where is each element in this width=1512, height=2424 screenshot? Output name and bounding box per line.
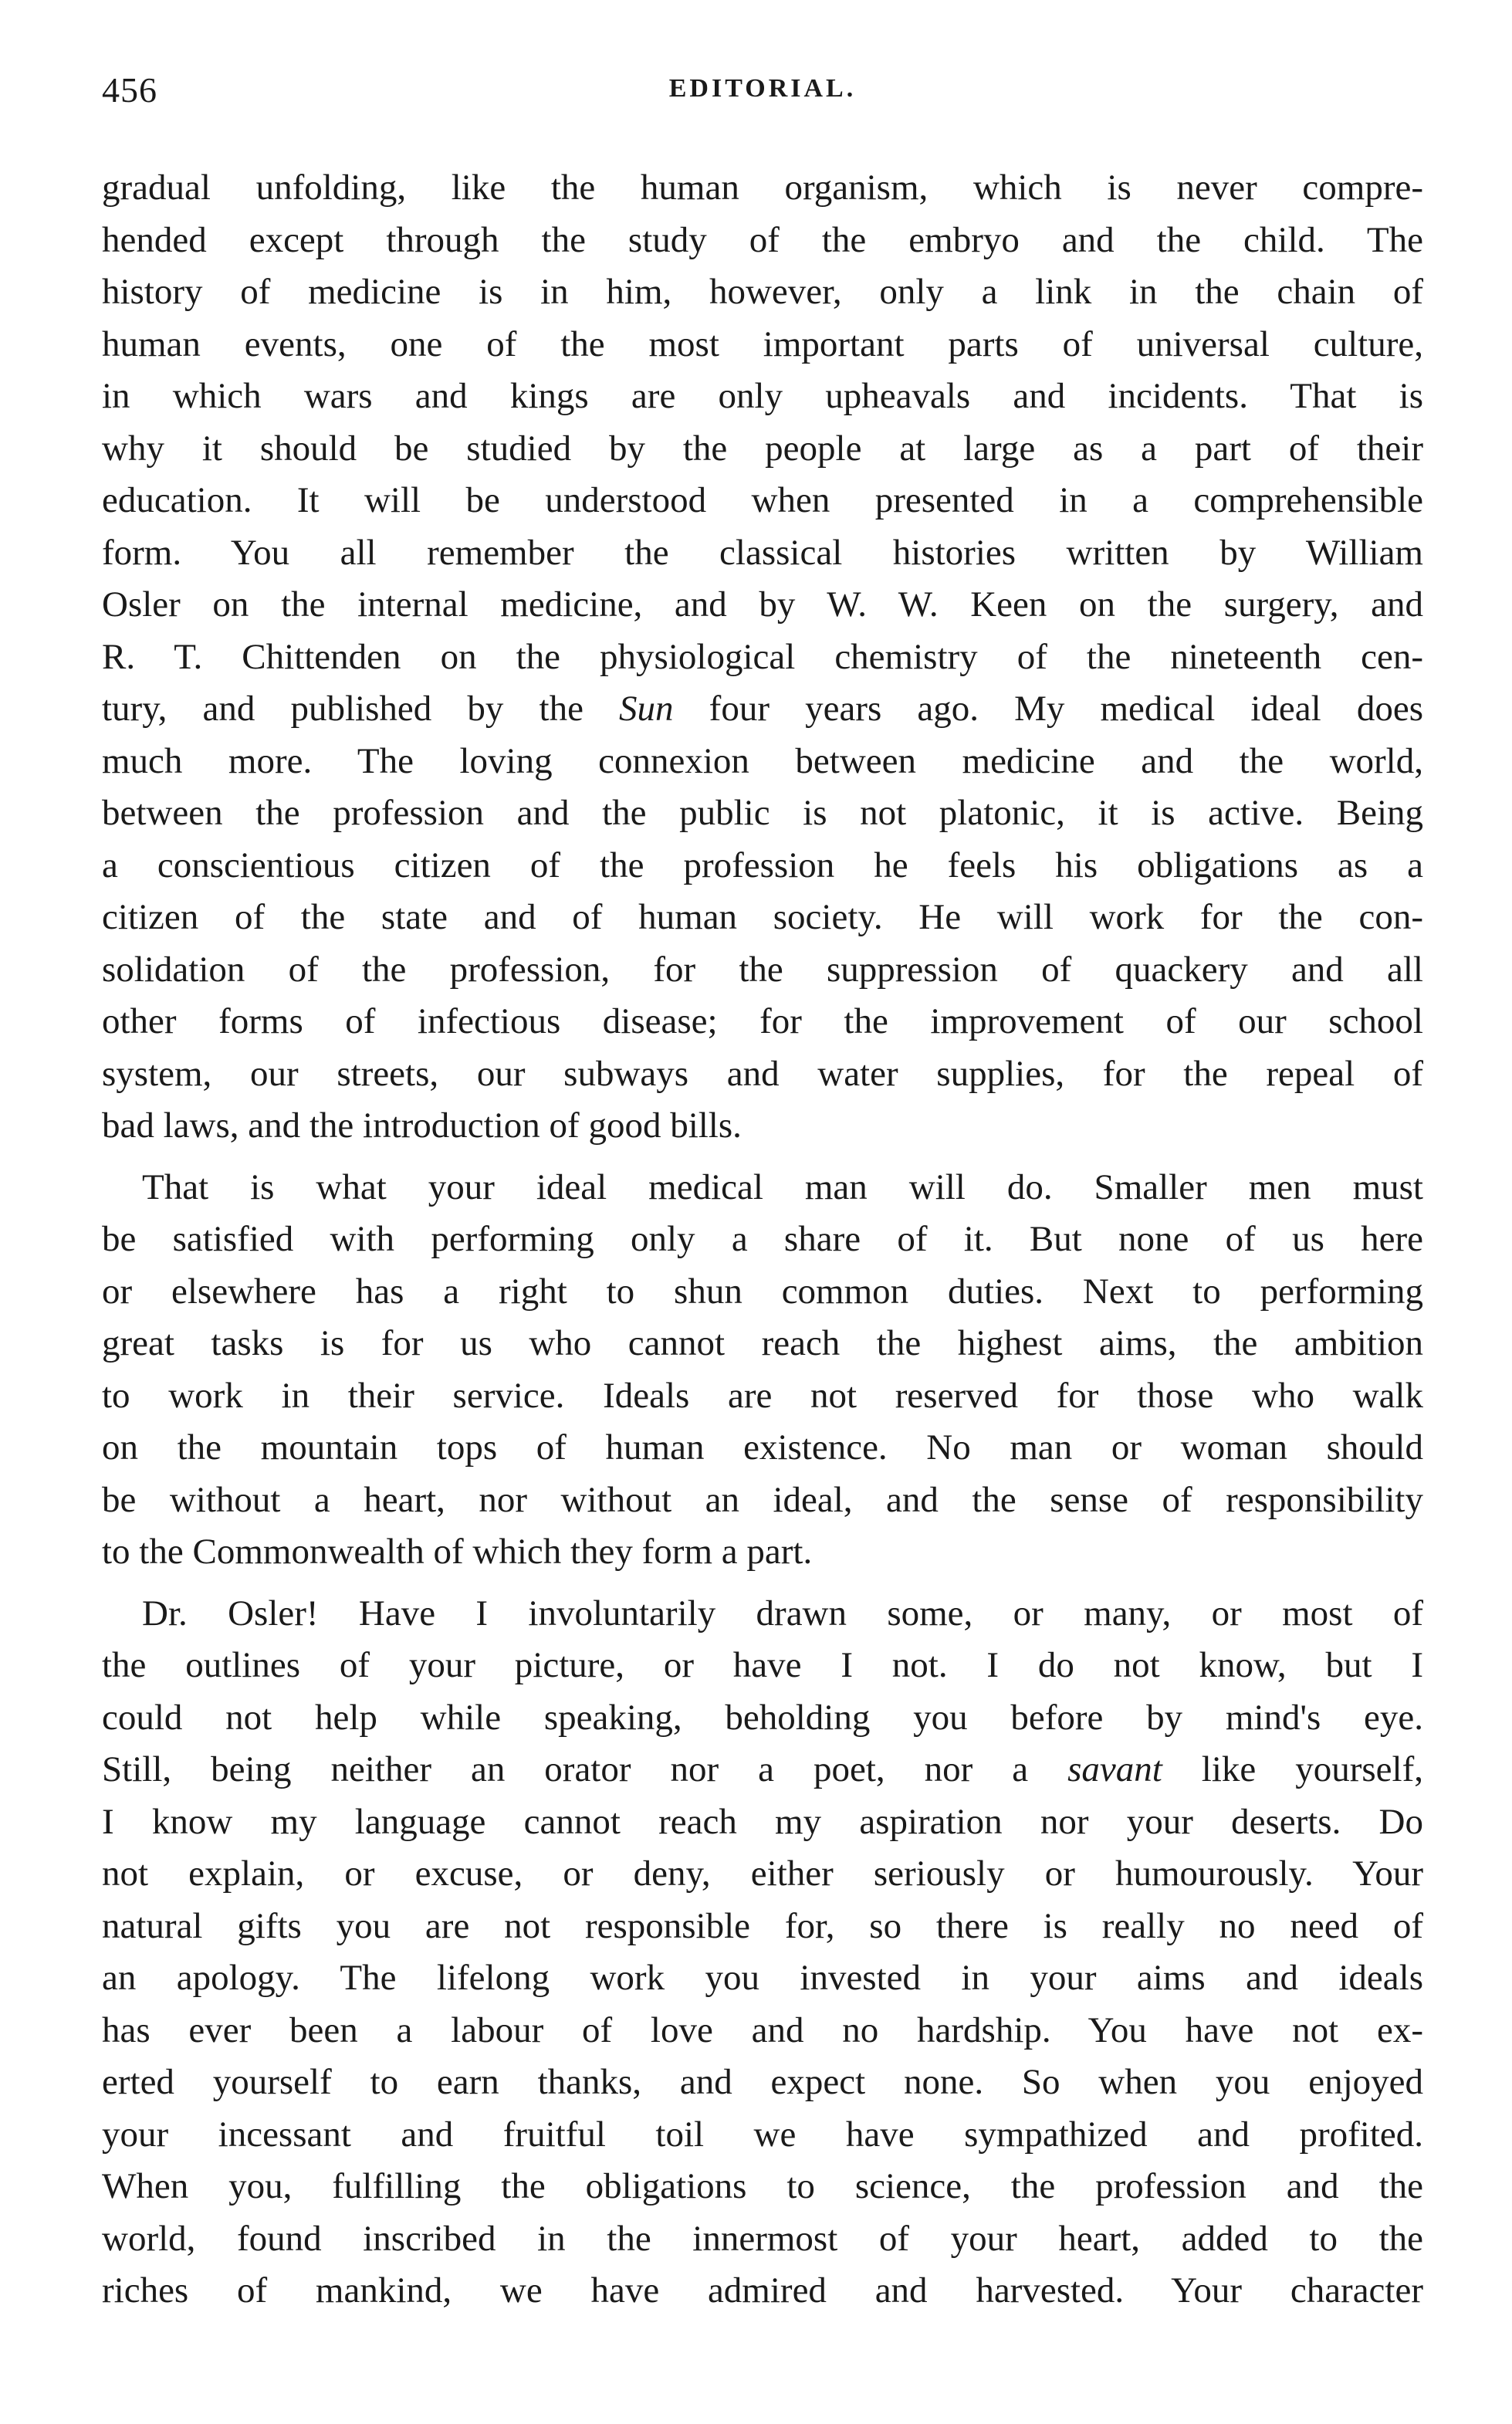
- text-line: hended except through the study of the embryo and the child. The: [102, 219, 1423, 260]
- text-line: other forms of infectious disease; for the improvement of our school: [102, 1001, 1423, 1041]
- text-line: great tasks is for us who cannot reach the highest aims, the ambition: [102, 1323, 1423, 1363]
- page-header: [102, 69, 1423, 125]
- text-line: Osler on the internal medicine, and by W. W. Keen on the surgery, and: [102, 584, 1423, 625]
- text-line: natural gifts you are not responsible for, so there is really no need of: [102, 1905, 1423, 1946]
- text-line: R. T. Chittenden on the physiological chemistry of the nineteenth cen-: [102, 636, 1423, 677]
- text-line: be without a heart, nor without an ideal, and the sense of responsibility: [102, 1479, 1423, 1520]
- text-line: history of medicine is in him, however, only a link in the chain of: [102, 272, 1423, 312]
- italic-word: savant: [1067, 1749, 1162, 1789]
- text-line: erted yourself to earn thanks, and expect none. So when you enjoyed: [102, 2062, 1423, 2102]
- text-line: When you, fulfilling the obligations to science, the profession and the: [102, 2166, 1423, 2206]
- running-head: EDITORIAL.: [668, 74, 857, 103]
- text-line: between the profession and the public is not platonic, it is active. Being: [102, 793, 1423, 833]
- text-line: to the Commonwealth of which they form a part.: [102, 1532, 813, 1572]
- text-line: Dr. Osler! Have I involuntarily drawn some, or many, or most of: [142, 1593, 1423, 1633]
- text-line: a conscientious citizen of the profession he feels his obligations as a: [102, 845, 1423, 885]
- paragraph-3: [102, 1588, 1423, 2317]
- text-line: riches of mankind, we have admired and harvested. Your character: [102, 2270, 1423, 2311]
- text-line: gradual unfolding, like the human organism, which is never compre-: [102, 168, 1423, 208]
- text-line: the outlines of your picture, or have I not. I do not know, but I: [102, 1645, 1423, 1685]
- text-line: tury, and published by the Sun four years ago. My medical ideal does: [102, 689, 1423, 729]
- italic-word: Sun: [619, 689, 674, 729]
- text-line: has ever been a labour of love and no hardship. You have not ex-: [102, 2009, 1423, 2050]
- book-page: [102, 69, 1423, 2385]
- text-line: solidation of the profession, for the suppression of quackery and all: [102, 949, 1423, 990]
- text-line: world, found inscribed in the innermost of your heart, added to the: [102, 2218, 1423, 2259]
- text-line: an apology. The lifelong work you invested in your aims and ideals: [102, 1958, 1423, 1998]
- text-line: education. It will be understood when presented in a comprehensible: [102, 480, 1423, 520]
- text-line: form. You all remember the classical histories written by William: [102, 532, 1423, 573]
- body-text: [102, 162, 1423, 2317]
- page-number: 456: [102, 70, 157, 110]
- text-line: your incessant and fruitful toil we have sympathized and profited.: [102, 2114, 1423, 2155]
- text-line: or elsewhere has a right to shun common duties. Next to performing: [102, 1271, 1423, 1312]
- text-line: bad laws, and the introduction of good bills.: [102, 1105, 742, 1146]
- text-line: to work in their service. Ideals are not reserved for those who walk: [102, 1375, 1423, 1416]
- text-line: could not help while speaking, beholding you before by mind's eye.: [102, 1697, 1423, 1738]
- text-line: citizen of the state and of human society. He will work for the con-: [102, 897, 1423, 937]
- text-line: Still, being neither an orator nor a poet, nor a savant like yourself,: [102, 1749, 1423, 1789]
- text-line: That is what your ideal medical man will do. Smaller men must: [142, 1166, 1423, 1207]
- text-line: system, our streets, our subways and water supplies, for the repeal of: [102, 1053, 1423, 1094]
- text-line: why it should be studied by the people at large as a part of their: [102, 428, 1423, 469]
- text-line: on the mountain tops of human existence. No man or woman should: [102, 1427, 1423, 1468]
- text-line: I know my language cannot reach my aspiration nor your deserts. Do: [102, 1801, 1423, 1842]
- paragraph-1: [102, 162, 1423, 1153]
- text-line: be satisfied with performing only a share of it. But none of us here: [102, 1219, 1423, 1259]
- paragraph-2: [102, 1162, 1423, 1579]
- text-line: not explain, or excuse, or deny, either seriously or humourously. Your: [102, 1854, 1423, 1894]
- text-line: human events, one of the most important parts of universal culture,: [102, 323, 1423, 364]
- text-line: in which wars and kings are only upheavals and incidents. That is: [102, 376, 1423, 416]
- text-line: much more. The loving connexion between medicine and the world,: [102, 740, 1423, 781]
